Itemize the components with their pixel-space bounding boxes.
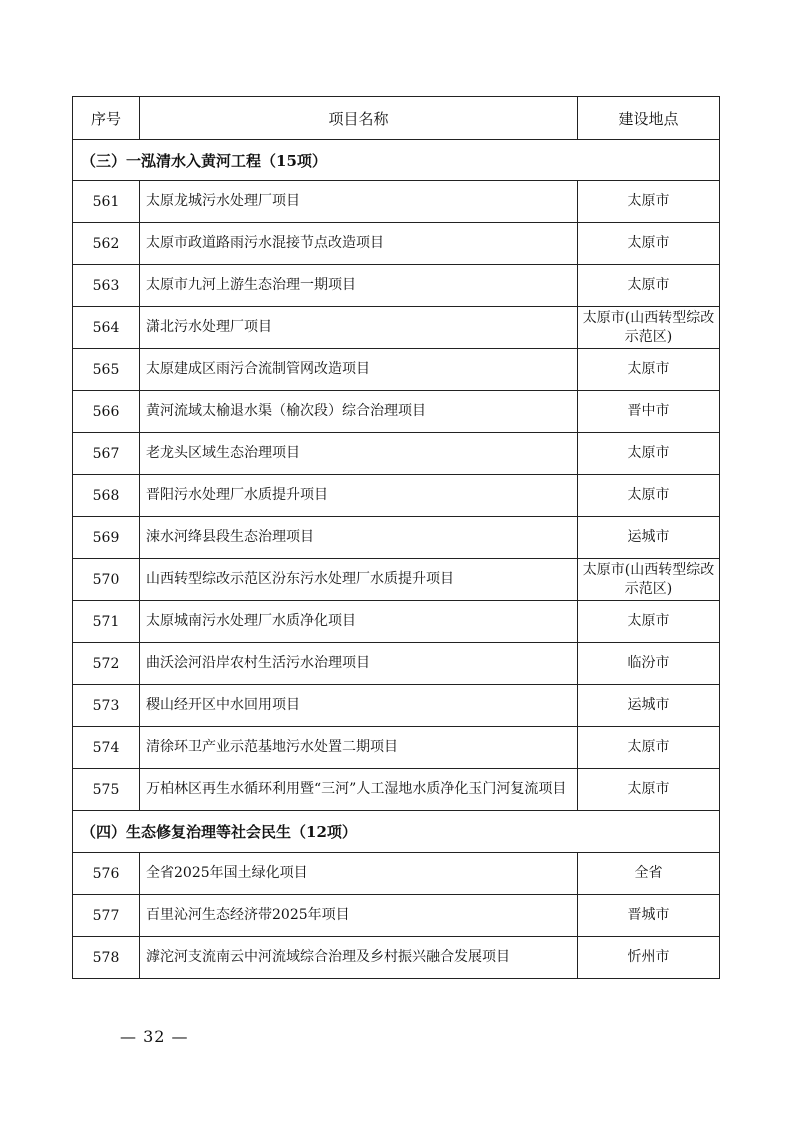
row-project-name: 太原城南污水处理厂水质净化项目 xyxy=(140,601,578,643)
row-seq: 567 xyxy=(73,433,140,475)
table-row xyxy=(73,685,720,727)
row-project-name: 黄河流域太榆退水渠（榆次段）综合治理项目 xyxy=(140,391,578,433)
row-seq: 563 xyxy=(73,265,140,307)
row-seq: 570 xyxy=(73,559,140,601)
row-location: 晋中市 xyxy=(578,391,720,433)
row-project-name: 潇北污水处理厂项目 xyxy=(140,307,578,349)
row-location: 太原市 xyxy=(578,727,720,769)
header-seq: 序号 xyxy=(73,97,140,140)
row-project-name: 百里沁河生态经济带2025年项目 xyxy=(140,895,578,937)
table-row xyxy=(73,643,720,685)
table-row xyxy=(73,433,720,475)
row-seq: 576 xyxy=(73,853,140,895)
row-seq: 561 xyxy=(73,181,140,223)
page-number: — 32 — xyxy=(120,1027,189,1046)
row-project-name: 太原龙城污水处理厂项目 xyxy=(140,181,578,223)
section-title: （四）生态修复治理等社会民生（12项） xyxy=(73,811,720,853)
row-seq: 574 xyxy=(73,727,140,769)
table-row xyxy=(73,349,720,391)
row-seq: 577 xyxy=(73,895,140,937)
row-project-name: 太原市九河上游生态治理一期项目 xyxy=(140,265,578,307)
row-project-name: 老龙头区域生态治理项目 xyxy=(140,433,578,475)
row-location: 晋城市 xyxy=(578,895,720,937)
row-location: 太原市(山西转型综改示范区) xyxy=(578,307,720,349)
table-row xyxy=(73,517,720,559)
row-seq: 571 xyxy=(73,601,140,643)
row-seq: 564 xyxy=(73,307,140,349)
row-project-name: 晋阳污水处理厂水质提升项目 xyxy=(140,475,578,517)
row-project-name: 万柏林区再生水循环利用暨“三河”人工湿地水质净化玉门河复流项目 xyxy=(140,769,578,811)
section-heading-row xyxy=(73,811,720,853)
row-location: 太原市 xyxy=(578,475,720,517)
header-name: 项目名称 xyxy=(140,97,578,140)
row-seq: 572 xyxy=(73,643,140,685)
row-seq: 569 xyxy=(73,517,140,559)
table-row xyxy=(73,937,720,979)
row-location: 太原市 xyxy=(578,181,720,223)
table-row xyxy=(73,475,720,517)
row-location: 太原市 xyxy=(578,601,720,643)
row-project-name: 全省2025年国土绿化项目 xyxy=(140,853,578,895)
table-row xyxy=(73,181,720,223)
table-row xyxy=(73,265,720,307)
project-table xyxy=(72,96,720,979)
row-seq: 578 xyxy=(73,937,140,979)
row-location: 太原市 xyxy=(578,265,720,307)
row-project-name: 稷山经开区中水回用项目 xyxy=(140,685,578,727)
row-project-name: 太原建成区雨污合流制管网改造项目 xyxy=(140,349,578,391)
table-row xyxy=(73,895,720,937)
section-heading-row xyxy=(73,140,720,181)
row-location: 运城市 xyxy=(578,685,720,727)
table-row xyxy=(73,391,720,433)
row-location: 太原市 xyxy=(578,769,720,811)
row-location: 临汾市 xyxy=(578,643,720,685)
table-row xyxy=(73,559,720,601)
row-location: 运城市 xyxy=(578,517,720,559)
row-seq: 568 xyxy=(73,475,140,517)
header-location: 建设地点 xyxy=(578,97,720,140)
table-row xyxy=(73,769,720,811)
row-seq: 566 xyxy=(73,391,140,433)
row-project-name: 涑水河绛县段生态治理项目 xyxy=(140,517,578,559)
row-seq: 573 xyxy=(73,685,140,727)
row-project-name: 山西转型综改示范区汾东污水处理厂水质提升项目 xyxy=(140,559,578,601)
row-project-name: 曲沃浍河沿岸农村生活污水治理项目 xyxy=(140,643,578,685)
section-title: （三）一泓清水入黄河工程（15项） xyxy=(73,140,720,181)
row-location: 太原市 xyxy=(578,223,720,265)
row-location: 忻州市 xyxy=(578,937,720,979)
row-location: 太原市 xyxy=(578,433,720,475)
row-project-name: 太原市政道路雨污水混接节点改造项目 xyxy=(140,223,578,265)
table-row xyxy=(73,307,720,349)
row-seq: 575 xyxy=(73,769,140,811)
table-row xyxy=(73,727,720,769)
table-row xyxy=(73,601,720,643)
table-header-row xyxy=(73,97,720,140)
row-seq: 565 xyxy=(73,349,140,391)
row-project-name: 滹沱河支流南云中河流域综合治理及乡村振兴融合发展项目 xyxy=(140,937,578,979)
row-project-name: 清徐环卫产业示范基地污水处置二期项目 xyxy=(140,727,578,769)
row-seq: 562 xyxy=(73,223,140,265)
row-location: 太原市 xyxy=(578,349,720,391)
table-row xyxy=(73,223,720,265)
row-location: 全省 xyxy=(578,853,720,895)
table-row xyxy=(73,853,720,895)
row-location: 太原市(山西转型综改示范区) xyxy=(578,559,720,601)
